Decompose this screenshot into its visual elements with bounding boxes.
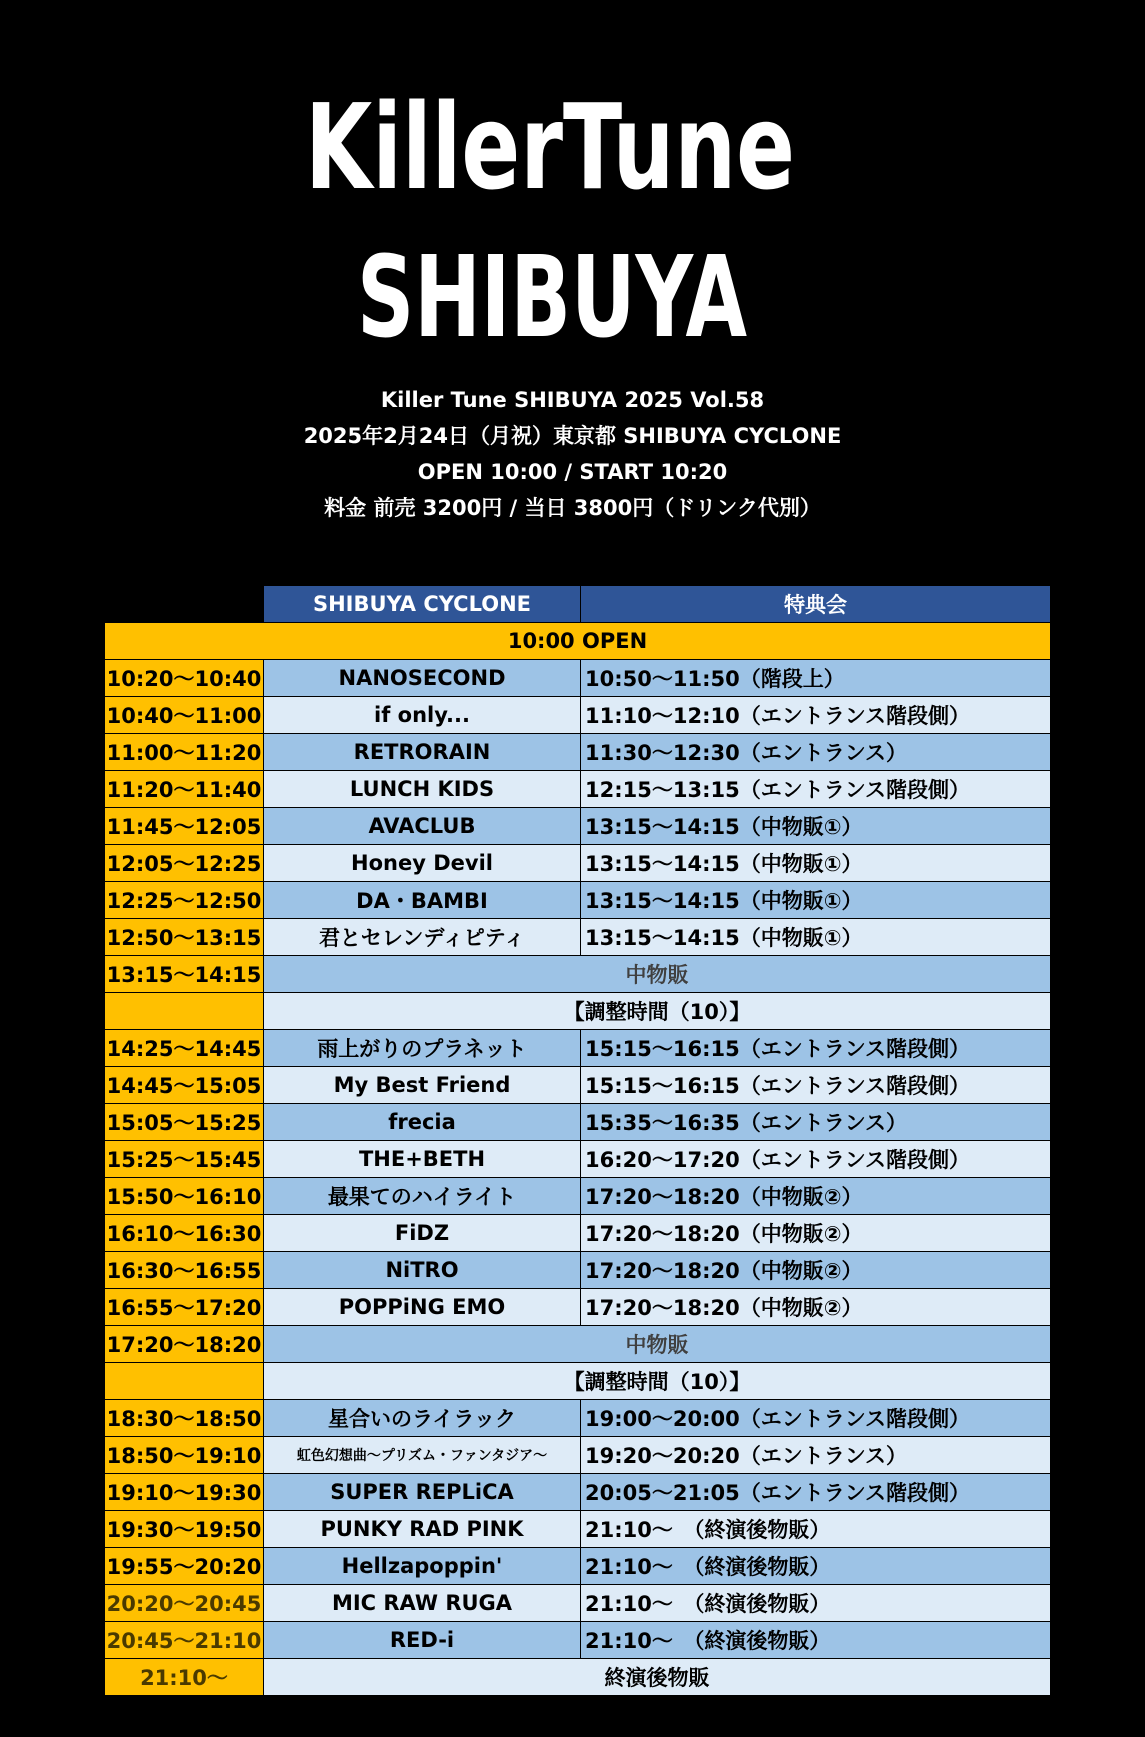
open-row (105, 623, 1051, 660)
time-cell: 18:50～19:10 (105, 1437, 264, 1474)
perk-cell: 21:10～ （終演後物販） (581, 1585, 1051, 1622)
table-row (105, 1289, 1051, 1326)
merged-cell: 【調整時間（10）】 (264, 993, 1051, 1030)
perk-cell: 19:00～20:00（エントランス階段側） (581, 1400, 1051, 1437)
table-row (105, 1400, 1051, 1437)
perk-cell: 13:15～14:15（中物販①） (581, 845, 1051, 882)
time-cell: 14:25～14:45 (105, 1030, 264, 1067)
artist-cell: POPPiNG EMO (264, 1289, 581, 1326)
artist-cell: NiTRO (264, 1252, 581, 1289)
table-row (105, 1511, 1051, 1548)
perk-cell: 21:10～ （終演後物販） (581, 1511, 1051, 1548)
merged-cell: 中物販 (264, 1326, 1051, 1363)
artist-cell: My Best Friend (264, 1067, 581, 1104)
table-row (105, 882, 1051, 919)
perk-cell: 17:20～18:20（中物販②） (581, 1178, 1051, 1215)
event-info (0, 382, 1145, 526)
perk-cell: 15:15～16:15（エントランス階段側） (581, 1030, 1051, 1067)
header-perk: 特典会 (581, 586, 1051, 623)
event-price: 料金 前売 3200円 / 当日 3800円（ドリンク代別） (324, 496, 821, 520)
artist-cell: RED-i (264, 1622, 581, 1659)
time-cell: 13:15～14:15 (105, 956, 264, 993)
time-cell: 19:30～19:50 (105, 1511, 264, 1548)
table-header-row (105, 586, 1051, 623)
logo-line-1: KillerTune (305, 78, 795, 216)
table-row (105, 1585, 1051, 1622)
table-row (105, 956, 1051, 993)
table-row (105, 1622, 1051, 1659)
perk-cell: 20:05～21:05（エントランス階段側） (581, 1474, 1051, 1511)
perk-cell: 19:20～20:20（エントランス） (581, 1437, 1051, 1474)
table-row (105, 993, 1051, 1030)
perk-cell: 17:20～18:20（中物販②） (581, 1252, 1051, 1289)
table-row (105, 1215, 1051, 1252)
table-row (105, 1252, 1051, 1289)
perk-cell: 17:20～18:20（中物販②） (581, 1289, 1051, 1326)
artist-cell: frecia (264, 1104, 581, 1141)
perk-cell: 13:15～14:15（中物販①） (581, 808, 1051, 845)
table-row (105, 1437, 1051, 1474)
time-cell: 19:10～19:30 (105, 1474, 264, 1511)
table-row (105, 660, 1051, 697)
artist-cell: if only... (264, 697, 581, 734)
time-cell: 10:20～10:40 (105, 660, 264, 697)
table-row (105, 919, 1051, 956)
table-row (105, 1659, 1051, 1696)
time-cell: 16:55～17:20 (105, 1289, 264, 1326)
artist-cell: AVACLUB (264, 808, 581, 845)
artist-cell: 雨上がりのプラネット (264, 1030, 581, 1067)
perk-cell: 13:15～14:15（中物販①） (581, 919, 1051, 956)
artist-cell: 君とセレンディピティ (264, 919, 581, 956)
event-date-venue: 2025年2月24日（月祝）東京都 SHIBUYA CYCLONE (303, 424, 842, 448)
merged-cell: 中物販 (264, 956, 1051, 993)
perk-cell: 11:30～12:30（エントランス） (581, 734, 1051, 771)
artist-cell: 星合いのライラック (264, 1400, 581, 1437)
perk-cell: 21:10～ （終演後物販） (581, 1548, 1051, 1585)
artist-cell: 虹色幻想曲～プリズム・ファンタジア～ (264, 1437, 581, 1474)
table-row (105, 1326, 1051, 1363)
artist-cell: FiDZ (264, 1215, 581, 1252)
table-row (105, 1548, 1051, 1585)
perk-cell: 15:15～16:15（エントランス階段側） (581, 1067, 1051, 1104)
header-venue: SHIBUYA CYCLONE (264, 586, 581, 623)
time-cell: 15:25～15:45 (105, 1141, 264, 1178)
header-blank-cell (105, 586, 264, 623)
perk-cell: 16:20～17:20（エントランス階段側） (581, 1141, 1051, 1178)
time-cell: 21:10～ (105, 1659, 264, 1696)
open-label: 10:00 OPEN (105, 623, 1051, 660)
table-row (105, 1363, 1051, 1400)
time-cell: 12:05～12:25 (105, 845, 264, 882)
time-cell: 20:20～20:45 (105, 1585, 264, 1622)
time-cell (105, 993, 264, 1030)
table-row (105, 697, 1051, 734)
perk-cell: 11:10～12:10（エントランス階段側） (581, 697, 1051, 734)
artist-cell: MIC RAW RUGA (264, 1585, 581, 1622)
logo-line-2: SHIBUYA (357, 233, 748, 363)
time-cell: 20:45～21:10 (105, 1622, 264, 1659)
time-cell: 16:10～16:30 (105, 1215, 264, 1252)
artist-cell: SUPER REPLiCA (264, 1474, 581, 1511)
time-cell: 15:05～15:25 (105, 1104, 264, 1141)
artist-cell: DA・BAMBI (264, 882, 581, 919)
perk-cell: 12:15～13:15（エントランス階段側） (581, 771, 1051, 808)
table-row (105, 1474, 1051, 1511)
table-row (105, 734, 1051, 771)
time-cell: 11:45～12:05 (105, 808, 264, 845)
time-cell: 15:50～16:10 (105, 1178, 264, 1215)
table-row (105, 1141, 1051, 1178)
time-cell: 16:30～16:55 (105, 1252, 264, 1289)
merged-cell: 終演後物販 (264, 1659, 1051, 1696)
event-title: Killer Tune SHIBUYA 2025 Vol.58 (380, 388, 765, 412)
table-row (105, 845, 1051, 882)
event-logo (300, 68, 800, 363)
time-cell: 10:40～11:00 (105, 697, 264, 734)
time-cell: 17:20～18:20 (105, 1326, 264, 1363)
table-row (105, 1178, 1051, 1215)
table-row (105, 808, 1051, 845)
table-row (105, 1104, 1051, 1141)
artist-cell: THE+BETH (264, 1141, 581, 1178)
perk-cell: 21:10～ （終演後物販） (581, 1622, 1051, 1659)
artist-cell: Honey Devil (264, 845, 581, 882)
perk-cell: 10:50～11:50（階段上） (581, 660, 1051, 697)
merged-cell: 【調整時間（10）】 (264, 1363, 1051, 1400)
artist-cell: NANOSECOND (264, 660, 581, 697)
time-cell: 11:00～11:20 (105, 734, 264, 771)
time-cell: 19:55～20:20 (105, 1548, 264, 1585)
artist-cell: PUNKY RAD PINK (264, 1511, 581, 1548)
time-cell: 12:50～13:15 (105, 919, 264, 956)
artist-cell: LUNCH KIDS (264, 771, 581, 808)
artist-cell: RETRORAIN (264, 734, 581, 771)
perk-cell: 13:15～14:15（中物販①） (581, 882, 1051, 919)
time-cell (105, 1363, 264, 1400)
time-cell: 12:25～12:50 (105, 882, 264, 919)
artist-cell: Hellzapoppin' (264, 1548, 581, 1585)
event-open-start: OPEN 10:00 / START 10:20 (417, 460, 728, 484)
time-cell: 11:20～11:40 (105, 771, 264, 808)
time-cell: 14:45～15:05 (105, 1067, 264, 1104)
perk-cell: 17:20～18:20（中物販②） (581, 1215, 1051, 1252)
time-cell: 18:30～18:50 (105, 1400, 264, 1437)
table-row (105, 1067, 1051, 1104)
artist-cell: 最果てのハイライト (264, 1178, 581, 1215)
timetable (104, 585, 1051, 1696)
perk-cell: 15:35～16:35（エントランス） (581, 1104, 1051, 1141)
table-row (105, 1030, 1051, 1067)
table-row (105, 771, 1051, 808)
